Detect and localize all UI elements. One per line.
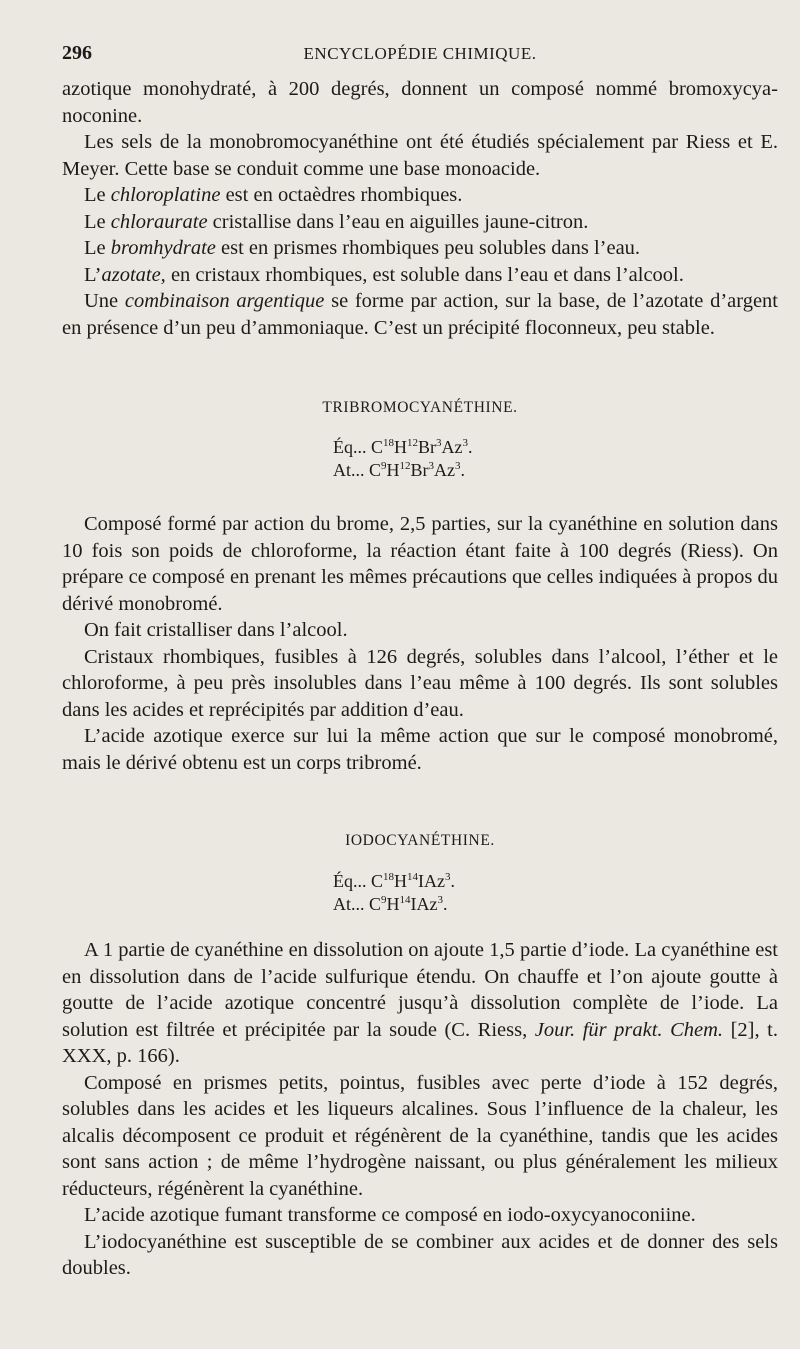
section-heading: IODOCYANÉTHINE. [345, 832, 495, 849]
paragraph: Cristaux rhombiques, fusibles à 126 degrés, solubles dans l’alcool, l’éther et le chloroforme, à peu près insolubles dans l’eau même à 100 degrés. Ils sont solubles dans les acides et reprécipités par addition d’eau. [62, 645, 778, 721]
section-heading: TRIBROMOCYANÉTHINE. [322, 399, 518, 416]
paragraph: L’iodocyanéthine est susceptible de se combiner aux acides et de donner des sels doubles. [62, 1230, 778, 1279]
running-title: ENCYCLOPÉDIE CHIMIQUE. [303, 44, 537, 63]
paragraph: L’acide azotique fumant transforme ce composé en iodo-oxycyanoconiine. [84, 1204, 696, 1226]
intro-text [62, 76, 778, 341]
page-header [62, 42, 778, 68]
paragraph: Le chloraurate cristallise dans l’eau en aiguilles jaune-citron. [84, 210, 589, 233]
formula-eq: Éq... $C^{18}H^{12}Br^3Az^3$. [333, 437, 473, 457]
paragraph: Une combinaison argentique se forme par action, sur la base, de l’azotate d’argent en présence d’un peu d’ammoniaque. C’est un précipité floconneux, peu stable. [62, 290, 779, 339]
formula-block [333, 436, 473, 482]
paragraph: On fait cristalliser dans l’alcool. [84, 619, 348, 641]
formula-eq: Éq... $C^{18}H^{14}IAz^3$. [333, 871, 455, 891]
paragraph: Le chloroplatine est en octaèdres rhombiques. [84, 184, 463, 206]
section2-text [62, 937, 778, 1282]
paragraph: A 1 partie de cyanéthine en dissolution on ajoute 1,5 partie d’iode. La cyanéthine est en dissolution dans de l’acide sulfurique étendu. On chauffe et l’on ajoute goutte à goutte de l’acide azotique concentré jusqu’à dissolution complète de l’iode. La solution est filtrée et précipitée par la soude (C. Riess, Jour. für prakt. Chem. [2], t. XXX, p. 166). [62, 939, 778, 1067]
paragraph: Le bromhydrate est en prismes rhombiques peu solubles dans l’eau. [84, 237, 641, 259]
paragraph: L’azotate, en cristaux rhombiques, est soluble dans l’eau et dans l’alcool. [84, 263, 684, 286]
paragraph: Composé en prismes petits, pointus, fusibles avec perte d’iode à 152 degrés, solubles dans les acides et les liqueurs alcalines. Sous l’influence de la chaleur, les alcalis décomposent ce produit et régénèrent de la cyanéthine, tandis que les acides sont sans action ; de même l’hydrogène naissant, ou plus généralement les milieux réducteurs, régénèrent la cyanéthine. [62, 1071, 778, 1200]
paragraph: azotique monohydraté, à 200 degrés, donnent un composé nommé bromoxycyanoconine. [62, 78, 778, 127]
formula-at: At... $C^9H^{14}IAz^3$. [333, 894, 448, 914]
page-number: 296 [62, 42, 92, 64]
paragraph: L’acide azotique exerce sur lui la même action que sur le composé monobromé, mais le dérivé obtenu est un corps tribromé. [62, 725, 778, 774]
paragraph: Composé formé par action du brome, 2,5 parties, sur la cyanéthine en solution dans 10 fois son poids de chloroforme, la réaction étant faite à 100 degrés (Riess). On prépare ce composé en prenant les mêmes précautions que celles indiquées à propos du dérivé monobromé. [62, 513, 778, 615]
formula-block [333, 870, 455, 916]
paragraph: Les sels de la monobromocyanéthine ont été étudiés spécialement par Riess et E. Meyer. Cette base se conduit comme une base monoacide. [62, 131, 778, 180]
section1-text [62, 511, 778, 776]
formula-at: At... $C^9H^{12}Br^3Az^3$. [333, 460, 466, 480]
